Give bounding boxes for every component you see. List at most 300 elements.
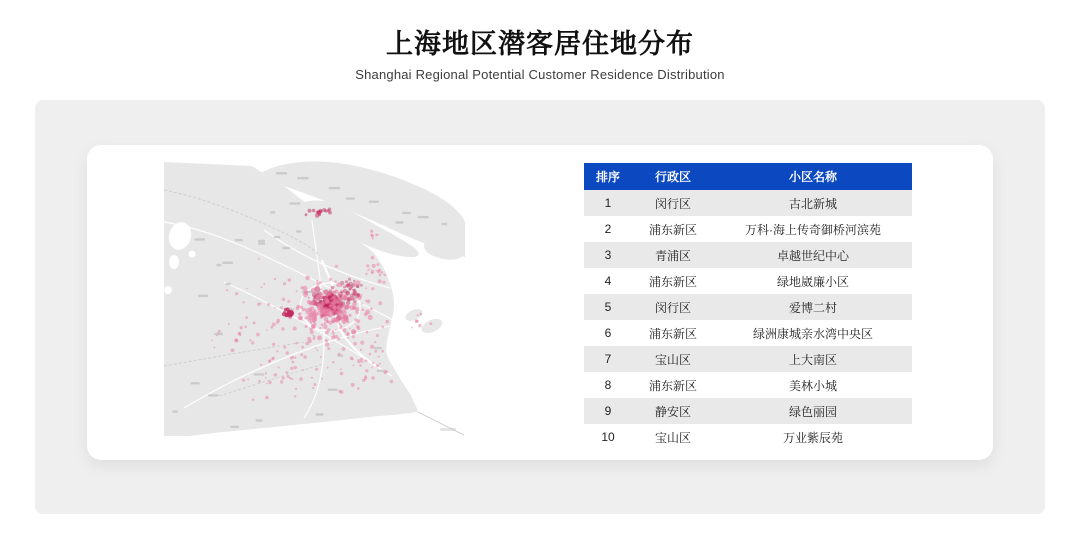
table-row <box>584 346 912 372</box>
customer-dot <box>364 359 367 362</box>
table-cell: 古北新城 <box>788 196 837 211</box>
customer-dot <box>332 330 334 332</box>
content-panel <box>35 100 1045 514</box>
customer-dot <box>335 289 337 291</box>
customer-dot <box>298 316 302 320</box>
customer-dot <box>336 319 340 323</box>
customer-dot <box>258 258 260 260</box>
customer-dot <box>217 332 219 334</box>
table-cell: 浦东新区 <box>648 378 697 393</box>
customer-dot <box>316 282 319 285</box>
customer-dot <box>247 379 249 381</box>
customer-dot <box>342 347 346 351</box>
customer-dot <box>382 281 385 284</box>
customer-dot <box>293 326 297 330</box>
column-header: 行政区 <box>632 163 714 190</box>
customer-dot <box>309 301 313 305</box>
town-label-mark <box>270 211 275 213</box>
customer-dot <box>345 331 347 333</box>
customer-dot <box>350 285 354 289</box>
customer-dot <box>326 321 329 324</box>
customer-dot <box>368 315 373 320</box>
customer-dot <box>365 310 370 315</box>
table-cell: 浦东新区 <box>648 326 697 341</box>
customer-dot <box>313 309 316 312</box>
customer-dot <box>345 284 349 288</box>
customer-dot <box>308 297 310 299</box>
customer-dot <box>271 357 274 360</box>
customer-dot <box>272 323 276 327</box>
ranking-table-wrap <box>584 163 912 450</box>
customer-dot <box>430 322 433 325</box>
customer-dot <box>285 371 288 374</box>
customer-dot <box>383 274 386 277</box>
customer-dot <box>337 297 340 300</box>
town-label-mark <box>374 347 382 349</box>
customer-dot <box>334 280 336 282</box>
town-label-mark <box>254 373 265 375</box>
ranking-table <box>584 163 912 450</box>
customer-dot <box>302 286 307 291</box>
customer-dot <box>276 350 278 352</box>
town-label-mark <box>328 389 338 391</box>
table-cell: 8 <box>604 378 612 392</box>
page-subtitle: Shanghai Regional Potential Customer Residence Distribution <box>355 67 725 82</box>
customer-dot <box>317 335 322 340</box>
town-label-mark <box>208 394 218 396</box>
customer-dot <box>381 326 384 329</box>
customer-dot <box>258 380 261 383</box>
customer-dot <box>364 377 367 380</box>
customer-dot <box>380 271 383 274</box>
customer-dot <box>335 265 338 268</box>
customer-dot <box>294 366 297 369</box>
customer-dot <box>327 367 329 369</box>
customer-dot <box>228 323 230 325</box>
customer-dot <box>266 383 268 385</box>
town-label-mark <box>226 283 231 285</box>
customer-dot <box>339 326 342 329</box>
customer-dot <box>245 316 248 319</box>
town-label-mark <box>172 411 177 413</box>
map-lake <box>189 251 196 258</box>
customer-dot <box>355 324 357 326</box>
customer-dot <box>337 337 340 340</box>
customer-dot <box>304 317 306 319</box>
page-title: 上海地区潜客居住地分布 <box>386 29 694 59</box>
town-label-mark <box>346 197 355 199</box>
customer-dot <box>353 342 357 346</box>
customer-dot <box>299 312 302 315</box>
customer-dot <box>302 308 305 311</box>
town-label-mark <box>418 216 429 218</box>
customer-dot <box>348 288 351 291</box>
customer-dot <box>321 288 323 290</box>
customer-dot <box>353 280 356 283</box>
table-row <box>584 242 912 268</box>
customer-dot <box>370 234 372 236</box>
customer-dot <box>345 304 349 308</box>
customer-dot <box>350 357 353 360</box>
customer-dot <box>329 289 332 292</box>
customer-dot <box>282 377 285 380</box>
customer-dot <box>251 341 254 344</box>
customer-dot <box>313 335 315 337</box>
customer-dot <box>343 289 348 294</box>
customer-dot <box>310 330 314 334</box>
town-label-mark <box>296 230 301 232</box>
customer-dot <box>343 308 347 312</box>
town-label-mark <box>230 426 239 428</box>
customer-dot <box>323 312 326 315</box>
customer-dot <box>289 377 291 379</box>
customer-dot <box>342 304 345 307</box>
customer-dot <box>376 334 379 337</box>
customer-dot <box>372 238 374 240</box>
customer-dot <box>345 317 348 320</box>
customer-dot <box>321 378 323 380</box>
table-row <box>584 372 912 398</box>
customer-dot <box>376 364 379 367</box>
customer-dot <box>240 326 243 329</box>
table-cell: 10 <box>601 430 615 444</box>
customer-dot <box>290 357 293 360</box>
customer-dot <box>325 299 330 304</box>
customer-dot <box>343 328 347 332</box>
customer-dot <box>242 379 245 382</box>
customer-dot <box>301 346 304 349</box>
town-label-mark <box>258 240 265 242</box>
customer-dot <box>272 343 275 346</box>
customer-dot <box>370 345 374 349</box>
customer-dot <box>369 268 371 270</box>
customer-dot <box>327 347 330 350</box>
customer-dot <box>296 306 300 310</box>
customer-dot <box>315 213 319 217</box>
customer-dot <box>348 278 351 281</box>
customer-dot <box>265 372 267 374</box>
table-cell: 宝山区 <box>654 430 691 445</box>
customer-dot <box>320 356 322 358</box>
customer-dot <box>339 323 342 326</box>
table-cell: 3 <box>604 248 612 262</box>
customer-dot <box>218 330 221 333</box>
map-attribution <box>440 428 456 431</box>
customer-dot <box>303 355 307 359</box>
customer-dot <box>305 213 308 216</box>
customer-dot <box>274 307 276 309</box>
customer-dot <box>340 368 342 370</box>
customer-dot <box>293 309 295 311</box>
customer-dot <box>265 377 267 379</box>
customer-dot <box>282 298 285 301</box>
town-label-mark <box>258 242 265 244</box>
customer-dot <box>311 377 313 379</box>
customer-dot <box>371 256 375 260</box>
customer-dot <box>310 321 313 324</box>
customer-dot <box>365 300 367 302</box>
table-cell: 5 <box>604 300 612 314</box>
customer-dot <box>323 290 325 292</box>
town-label-mark <box>256 419 263 421</box>
customer-dot <box>319 210 322 213</box>
table-row <box>584 320 912 346</box>
customer-dot <box>295 388 297 390</box>
customer-dot <box>268 381 272 385</box>
customer-dot <box>372 362 374 364</box>
table-cell: 绿色丽园 <box>788 404 837 419</box>
customer-dot <box>345 280 348 283</box>
customer-dot <box>333 335 335 337</box>
table-cell: 2 <box>604 222 612 236</box>
customer-dot <box>299 377 303 381</box>
customer-dot <box>280 306 283 309</box>
customer-dot <box>274 373 277 376</box>
table-cell: 6 <box>604 326 612 340</box>
customer-dot <box>341 291 343 293</box>
customer-dot <box>330 298 332 300</box>
customer-dot <box>328 208 331 211</box>
map-lake <box>169 255 179 269</box>
customer-dot <box>378 301 382 305</box>
table-cell: 9 <box>604 404 612 418</box>
customer-dot <box>375 234 378 237</box>
customer-dot <box>411 327 413 329</box>
table-cell: 上大南区 <box>788 352 837 367</box>
customer-dot <box>378 279 382 283</box>
customer-dot <box>317 305 320 308</box>
table-cell: 浦东新区 <box>648 274 697 289</box>
customer-dot <box>342 321 344 323</box>
town-label-mark <box>216 264 221 266</box>
customer-dot <box>321 302 325 306</box>
customer-dot <box>294 395 296 397</box>
customer-dot <box>353 299 356 302</box>
customer-dot <box>352 289 355 292</box>
customer-dot <box>316 294 320 298</box>
shanghai-map-svg <box>164 160 466 436</box>
customer-dot <box>332 332 335 335</box>
table-cell: 青浦区 <box>654 248 691 263</box>
customer-dot <box>351 383 355 387</box>
customer-dot <box>374 341 376 343</box>
customer-dot <box>211 339 213 341</box>
customer-dot <box>379 274 382 277</box>
customer-dot <box>378 356 380 358</box>
customer-dot <box>253 321 256 324</box>
customer-dot <box>360 284 363 287</box>
table-cell: 4 <box>604 274 612 288</box>
table-cell: 万科·海上传奇御桥河滨苑 <box>745 222 881 237</box>
table-header <box>584 163 912 190</box>
customer-dot <box>260 364 262 366</box>
customer-dot <box>316 313 319 316</box>
customer-dot <box>244 326 247 329</box>
table-header-row <box>584 163 912 190</box>
town-label-mark <box>222 262 233 264</box>
customer-dot <box>294 357 296 359</box>
customer-dot <box>361 303 363 305</box>
table-cell: 美林小城 <box>788 378 837 393</box>
customer-dot <box>305 308 309 312</box>
customer-dot <box>314 316 316 318</box>
column-header: 小区名称 <box>714 163 912 190</box>
table-cell: 静安区 <box>654 404 691 419</box>
town-label-mark <box>316 413 324 415</box>
customer-dot <box>357 326 361 330</box>
customer-dot <box>357 320 361 324</box>
town-label-mark <box>290 202 301 204</box>
customer-dot <box>331 286 335 290</box>
customer-dot <box>274 278 276 280</box>
customer-dot <box>323 322 326 325</box>
customer-dot <box>365 273 367 275</box>
customer-dot <box>376 270 378 272</box>
customer-dot <box>371 272 373 274</box>
table-row <box>584 398 912 424</box>
table-row <box>584 216 912 242</box>
customer-dot <box>303 292 308 297</box>
customer-dot <box>350 294 354 298</box>
customer-dot <box>361 309 364 312</box>
customer-dot <box>226 289 228 291</box>
town-label-mark <box>198 295 208 297</box>
shanghai-map <box>164 160 466 436</box>
customer-dot <box>296 290 298 292</box>
customer-dot <box>285 351 289 355</box>
customer-dot <box>331 318 336 323</box>
customer-dot <box>267 303 270 306</box>
customer-dot <box>352 330 356 334</box>
customer-dot <box>312 387 314 389</box>
table-cell: 绿洲康城亲水湾中央区 <box>752 326 873 341</box>
page-header <box>0 22 1080 82</box>
customer-dot <box>370 307 373 310</box>
customer-dot <box>341 285 343 287</box>
customer-dot <box>332 296 336 300</box>
table-cell: 爱博二村 <box>788 300 837 315</box>
table-row <box>584 268 912 294</box>
customer-dot <box>320 315 324 319</box>
town-label-mark <box>442 223 448 225</box>
town-label-mark <box>396 221 404 223</box>
customer-dot <box>371 376 375 380</box>
customer-dot <box>283 282 286 285</box>
customer-dot <box>369 353 372 356</box>
customer-dot <box>319 327 321 329</box>
customer-dot <box>357 387 360 390</box>
customer-dot <box>356 285 359 288</box>
customer-dot <box>329 278 332 281</box>
town-label-mark <box>402 212 411 214</box>
customer-dot <box>238 332 242 336</box>
customer-dot <box>335 329 337 331</box>
customer-dot <box>311 288 316 293</box>
customer-dot <box>366 331 369 334</box>
customer-dot <box>333 309 337 313</box>
customer-dot <box>308 209 312 213</box>
town-label-mark <box>329 187 341 189</box>
customer-dot <box>390 380 394 384</box>
town-label-mark <box>369 201 379 203</box>
customer-dot <box>325 331 329 335</box>
customer-dot <box>243 301 245 303</box>
customer-dot <box>371 367 373 369</box>
customer-dot <box>374 350 377 353</box>
customer-dot <box>305 341 309 345</box>
table-cell: 万业紫辰苑 <box>782 430 843 445</box>
customer-dot <box>336 300 340 304</box>
customer-dot <box>419 313 422 316</box>
customer-dot <box>417 314 419 316</box>
customer-dot <box>338 353 341 356</box>
customer-dot <box>312 209 316 213</box>
column-header: 排序 <box>584 163 632 190</box>
table-row <box>584 424 912 450</box>
customer-dot <box>246 288 248 290</box>
customer-dot <box>327 313 331 317</box>
customer-dot <box>349 328 351 330</box>
customer-dot <box>214 347 216 349</box>
customer-dot <box>315 286 317 288</box>
customer-dot <box>235 339 239 343</box>
table-cell: 闵行区 <box>654 196 691 211</box>
customer-dot <box>349 314 352 317</box>
customer-dot <box>325 342 329 346</box>
customer-dot <box>269 359 271 361</box>
town-label-mark <box>191 382 200 384</box>
customer-dot <box>257 303 260 306</box>
customer-dot <box>340 372 344 376</box>
table-body <box>584 190 912 450</box>
customer-dot <box>292 361 295 364</box>
customer-dot <box>276 321 279 324</box>
customer-dot <box>231 349 235 353</box>
table-cell: 闵行区 <box>654 300 691 315</box>
customer-dot <box>353 364 355 366</box>
customer-dot <box>323 324 328 329</box>
customer-dot <box>370 230 373 233</box>
table-cell: 浦东新区 <box>648 222 697 237</box>
customer-dot <box>235 292 238 295</box>
customer-dot <box>316 280 318 282</box>
customer-dot <box>338 390 341 393</box>
town-label-mark <box>282 247 290 249</box>
customer-dot <box>416 320 419 323</box>
table-row <box>584 294 912 320</box>
table-cell: 绿地崴廉小区 <box>776 274 849 289</box>
customer-dot <box>361 360 364 363</box>
town-label-mark <box>276 172 287 174</box>
customer-dot <box>352 306 356 310</box>
town-label-mark <box>297 177 308 179</box>
customer-dot <box>313 383 316 386</box>
table-cell: 卓越世纪中心 <box>776 248 849 263</box>
customer-dot <box>312 326 315 329</box>
town-label-mark <box>274 236 281 238</box>
customer-dot <box>312 318 317 323</box>
customer-dot <box>360 341 364 345</box>
customer-dot <box>249 339 251 341</box>
customer-dot <box>381 350 384 353</box>
customer-dot <box>290 367 293 370</box>
customer-dot <box>338 311 342 315</box>
customer-dot <box>278 366 280 368</box>
customer-dot <box>360 349 362 351</box>
customer-dot <box>282 312 286 316</box>
customer-dot <box>280 380 283 383</box>
customer-dot <box>372 264 376 268</box>
